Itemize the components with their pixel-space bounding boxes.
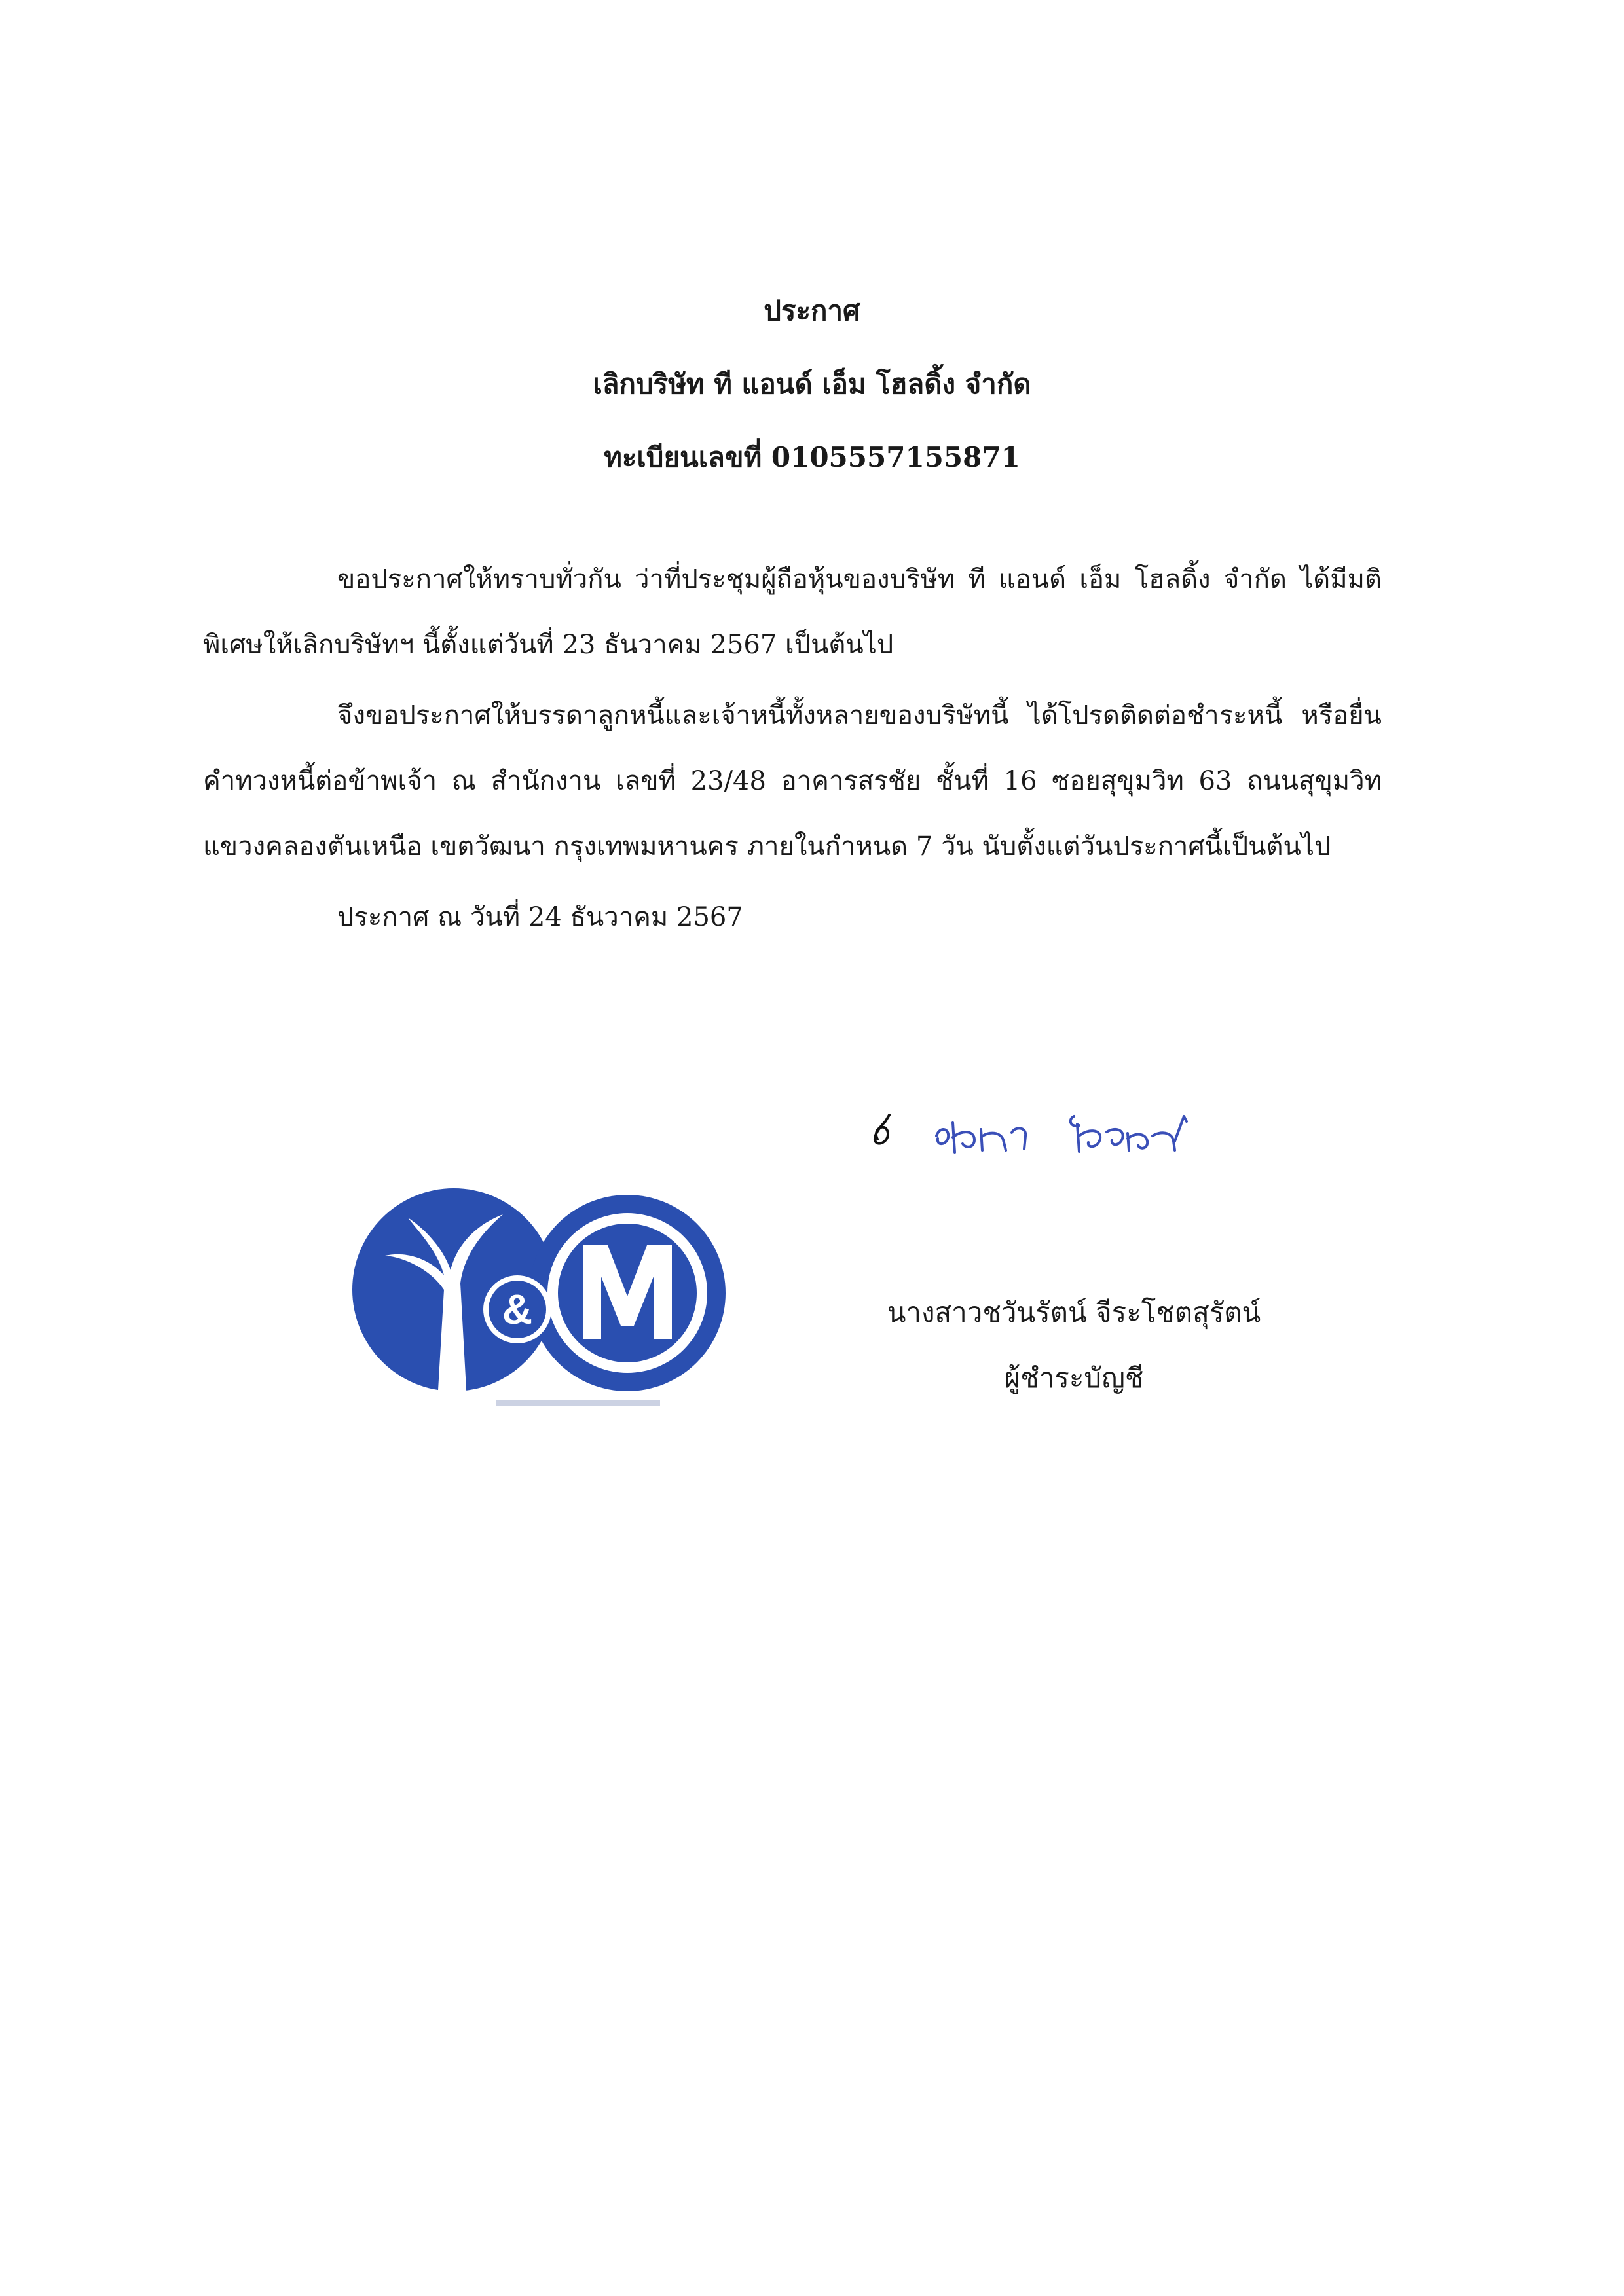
announcement-title: ประกาศ [764,295,860,327]
svg-text:&: & [502,1286,533,1333]
signer-block [838,1280,1310,1411]
signer-title: ผู้ชำระบัญชี [1004,1362,1144,1394]
signer-name: นางสาวชวันรัตน์ จีระโชตสุรัตน์ [887,1296,1261,1328]
registration-number: ทะเบียนเลขที่ 0105557155871 [604,441,1020,473]
company-logo [346,1185,745,1427]
announcement-subject: เลิกบริษัท ที แอนด์ เอ็ม โฮลดิ้ง จำกัด [593,368,1031,400]
announcement-date: ประกาศ ณ วันที่ 24 ธันวาคม 2567 [337,902,743,932]
handwritten-signature [858,1090,1211,1175]
announcement-header [0,282,1624,501]
paragraph-creditors: จึงขอประกาศให้บรรดาลูกหนี้และเจ้าหนี้ทั้งหลายของบริษัทนี้ ได้โปรดติดต่อชำระหนี้ หรือยื่นคำทวงหนี้ต่อข้าพเจ้า ณ สำนักงาน เลขที่ 23/48 อาคารสรชัย ชั้นที่ 16 ซอยสุขุมวิท 63 ถนนสุขุมวิท แขวงคลองตันเหนือ เขตวัฒนา กรุงเทพมหานคร ภายในกำหนด 7 วัน นับตั้งแต่วันประกาศนี้เป็นต้นไป [203,701,1382,862]
announcement-body [203,547,1382,976]
paragraph-dissolution: ขอประกาศให้ทราบทั่วกัน ว่าที่ประชุมผู้ถือหุ้นของบริษัท ที แอนด์ เอ็ม โฮลดิ้ง จำกัด ได้มีมติพิเศษให้เลิกบริษัทฯ นี้ตั้งแต่วันที่ 23 ธันวาคม 2567 เป็นต้นไป [203,564,1382,660]
